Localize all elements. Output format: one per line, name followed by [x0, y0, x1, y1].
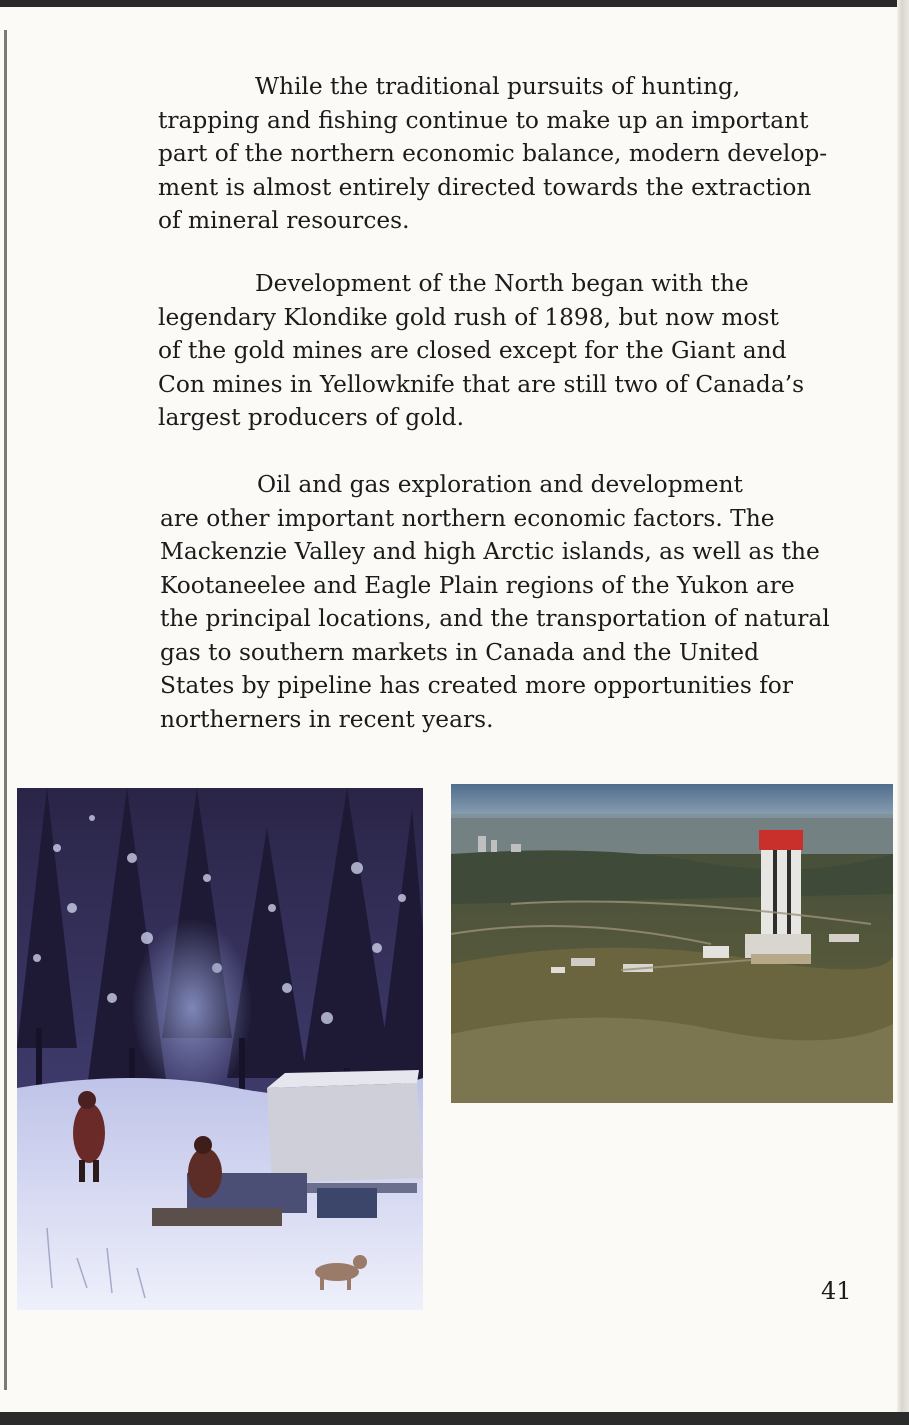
page-top-edge — [0, 0, 909, 7]
paragraph-line: of mineral resources. — [158, 207, 410, 234]
mine-headframe-photo — [451, 784, 893, 1103]
binding-edge — [4, 30, 7, 1390]
paragraph-line: largest producers of gold. — [158, 404, 464, 431]
paragraph-line: part of the northern economic balance, modern develop- — [158, 140, 828, 167]
paragraph-line: ment is almost entirely directed towards the extraction — [158, 173, 812, 201]
paragraph-3 — [160, 468, 850, 736]
paragraph-line: States by pipeline has created more opportunities for — [160, 672, 793, 699]
paragraph-1 — [158, 70, 848, 238]
paragraph-line: While the traditional pursuits of hunting, — [255, 73, 741, 100]
paragraph-line: legendary Klondike gold rush of 1898, but now most — [158, 303, 779, 331]
paragraph-line: Con mines in Yellowknife that are still two of Canada’s — [158, 370, 805, 398]
winter-camp-photo — [17, 788, 423, 1310]
page-bottom-edge — [0, 1412, 909, 1425]
page-number: 41 — [821, 1277, 852, 1305]
paragraph-line: northerners in recent years. — [160, 705, 494, 733]
paragraph-2 — [158, 267, 848, 435]
paragraph-line: trapping and fishing continue to make up an important — [158, 106, 809, 134]
paragraph-line: Development of the North began with the — [255, 270, 749, 297]
paragraph-line: Oil and gas exploration and development — [257, 471, 743, 498]
paragraph-line: the principal locations, and the transportation of natural — [160, 605, 830, 632]
paragraph-line: are other important northern economic factors. The — [160, 504, 775, 532]
paragraph-line: gas to southern markets in Canada and the United — [160, 638, 759, 666]
page-right-edge — [897, 0, 909, 1425]
paragraph-line: Mackenzie Valley and high Arctic islands, as well as the — [160, 538, 820, 565]
paragraph-line: Kootaneelee and Eagle Plain regions of the Yukon are — [160, 571, 795, 599]
paragraph-line: of the gold mines are closed except for the Giant and — [158, 337, 787, 364]
